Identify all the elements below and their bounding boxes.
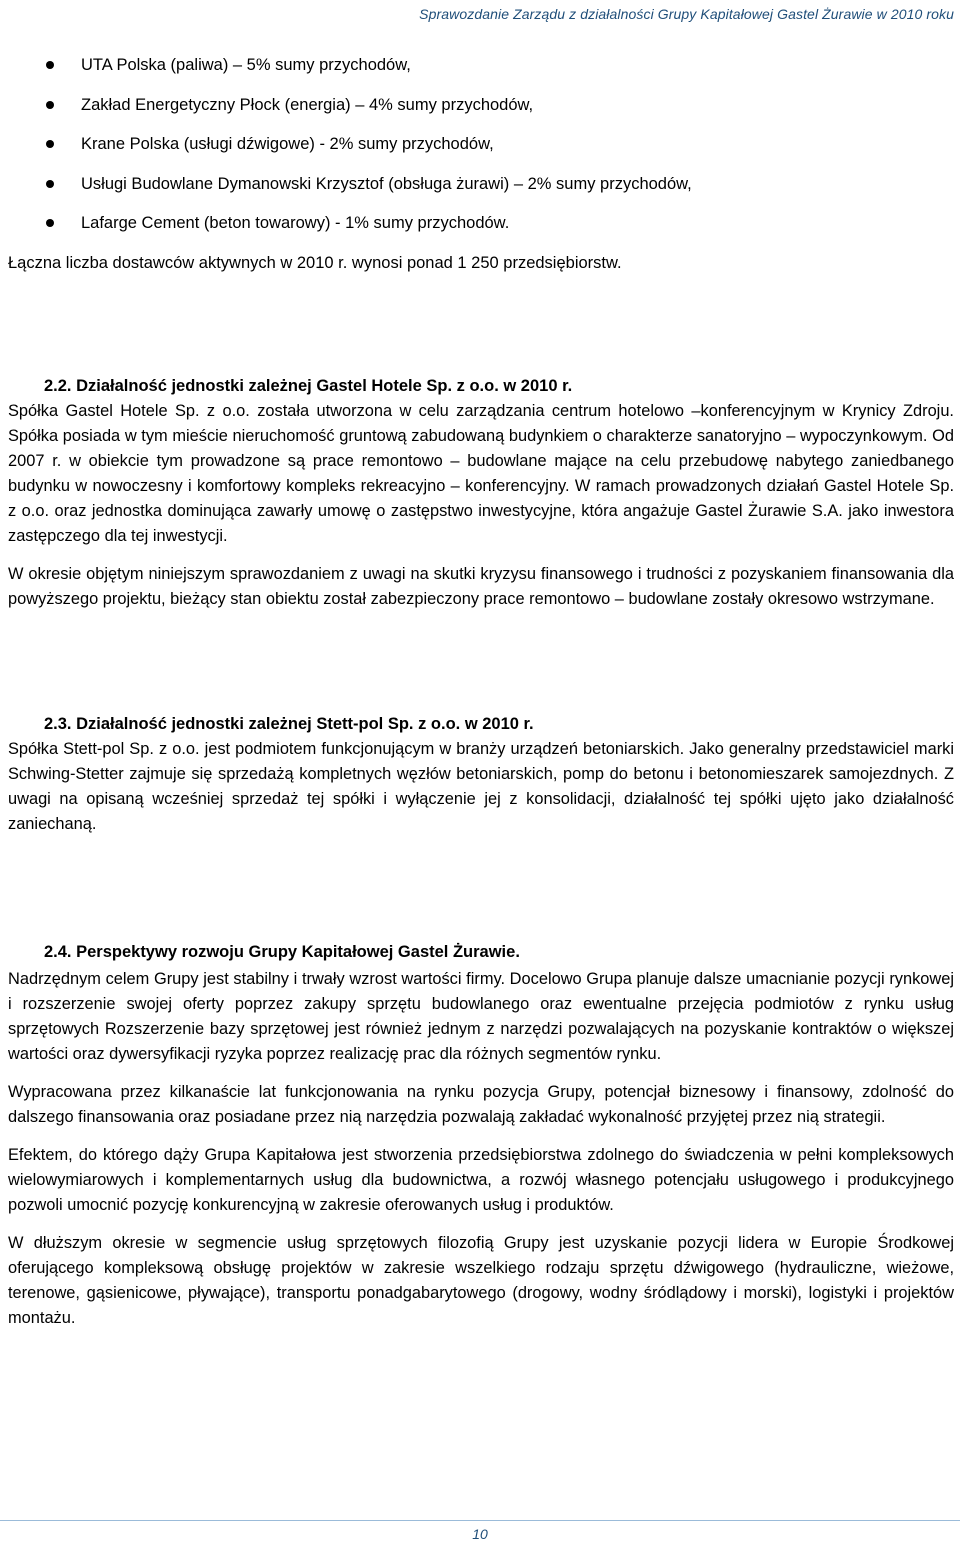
list-item: UTA Polska (paliwa) – 5% sumy przychodów, [8,55,954,75]
page-number: 10 [472,1526,488,1542]
paragraph: Spółka Stett-pol Sp. z o.o. jest podmiotem funkcjonującym w branży urządzeń betoniarskich. Jako generalny przedstawiciel marki Schwing-Stetter zajmuje się sprzedażą kompletnych węzłów betoniarskich, pomp do betonu i betonomieszarek samojezdnych. Z uwagi na opisaną wcześniej sprzedaż tej spółki i wyłączenie jej z konsolidacji, działalność tej spółki ujęto jako działalność zaniechaną. [8,739,954,833]
bullet-icon [46,140,54,148]
paragraph: Wypracowana przez kilkanaście lat funkcjonowania na rynku pozycja Grupy, potencjał biznesowy i finansowy, zdolność do dalszego finansowania oraz posiadane przez nią narzędzia pozwalają zakładać wykonalność przyjętej przez nią strategii. [8,1082,954,1126]
list-item: Lafarge Cement (beton towarowy) - 1% sumy przychodów. [8,213,954,233]
paragraph: Nadrzędnym celem Grupy jest stabilny i trwały wzrost wartości firmy. Docelowo Grupa planuje dalsze umacnianie pozycji rynkowej i rozszerzenie swojej oferty poprzez zakupy sprzętu budowlanego oraz ewentualne przejęcia podmiotów z rynku usług sprzętowych Rozszerzenie bazy sprzętowej jest również jednym z narzędzi pozwalających na pozyskanie kontraktów o większej wartości oraz dywersyfikacji ryzyka poprzez realizację prac dla różnych segmentów rynku. [8,969,954,1063]
paragraph: W dłuższym okresie w segmencie usług sprzętowych filozofią Grupy jest uzyskanie pozycji lidera w Europie Środkowej oferującego kompleksową obsługę projektów w zakresie wszelkiego rodzaju sprzętu dźwigowego (hydrauliczne, wieżowe, terenowe, gąsienicowe, pływające), transportu ponadgabarytowego (drogowy, wodny śródlądowy i morski), logistyki i projektów montażu. [8,1233,954,1327]
bullet-icon [46,101,54,109]
list-item: Zakład Energetyczny Płock (energia) – 4% sumy przychodów, [8,95,954,115]
section-heading-2-2: 2.2. Działalność jednostki zależnej Gastel Hotele Sp. z o.o. w 2010 r. [44,376,573,395]
paragraph: W okresie objętym niniejszym sprawozdaniem z uwagi na skutki kryzysu finansowego i trudności z pozyskaniem finansowania dla powyższego projektu, bieżący stan obiektu został zabezpieczony prace remontowo – budowlane zostały okresowo wstrzymane. [8,564,954,608]
list-item: Krane Polska (usługi dźwigowe) - 2% sumy przychodów, [8,134,954,154]
page-content [8,55,954,1331]
paragraph: Efektem, do którego dąży Grupa Kapitałowa jest stworzenia przedsiębiorstwa zdolnego do świadczenia w pełni kompleksowych wielowymiarowych i komplementarnych usług dla budownictwa, a rozwój własnego potencjału usługowego i produkcyjnego pozwoli umocnić pozycję konkurencyjną w zakresie oferowanych usług i produktów. [8,1145,954,1214]
list-item: Usługi Budowlane Dymanowski Krzysztof (obsługa żurawi) – 2% sumy przychodów, [8,174,954,194]
paragraph: Spółka Gastel Hotele Sp. z o.o. została utworzona w celu zarządzania centrum hotelowo –konferencyjnym w Krynicy Zdroju. Spółka posiada w tym mieście nieruchomość gruntową zabudowaną budynkiem o charakterze sanatoryjno – wypoczynkowym. Od 2007 r. w obiekcie tym prowadzone są prace remontowo – budowlane mające na celu przebudowę nabytego zaniedbanego budynku w nowoczesny i komfortowy kompleks rekreacyjno – konferencyjny. W ramach prowadzonych działań Gastel Hotele Sp. z o.o. oraz jednostka dominująca zawarły umowę o zastępstwo inwestycyjne, która angażuje Gastel Żurawie S.A. jako inwestora zastępczego dla tej inwestycji. [8,401,954,545]
bullet-icon [46,219,54,227]
supplier-list [8,55,954,233]
suppliers-summary: Łączna liczba dostawców aktywnych w 2010 r. wynosi ponad 1 250 przedsiębiorstw. [8,253,622,272]
bullet-icon [46,180,54,188]
section-heading-2-4: 2.4. Perspektywy rozwoju Grupy Kapitałowej Gastel Żurawie. [44,942,520,961]
footer-divider [0,1520,960,1521]
bullet-icon [46,61,54,69]
section-heading-2-3: 2.3. Działalność jednostki zależnej Stett-pol Sp. z o.o. w 2010 r. [44,714,534,733]
running-header: Sprawozdanie Zarządu z działalności Grupy Kapitałowej Gastel Żurawie w 2010 roku [419,6,954,22]
